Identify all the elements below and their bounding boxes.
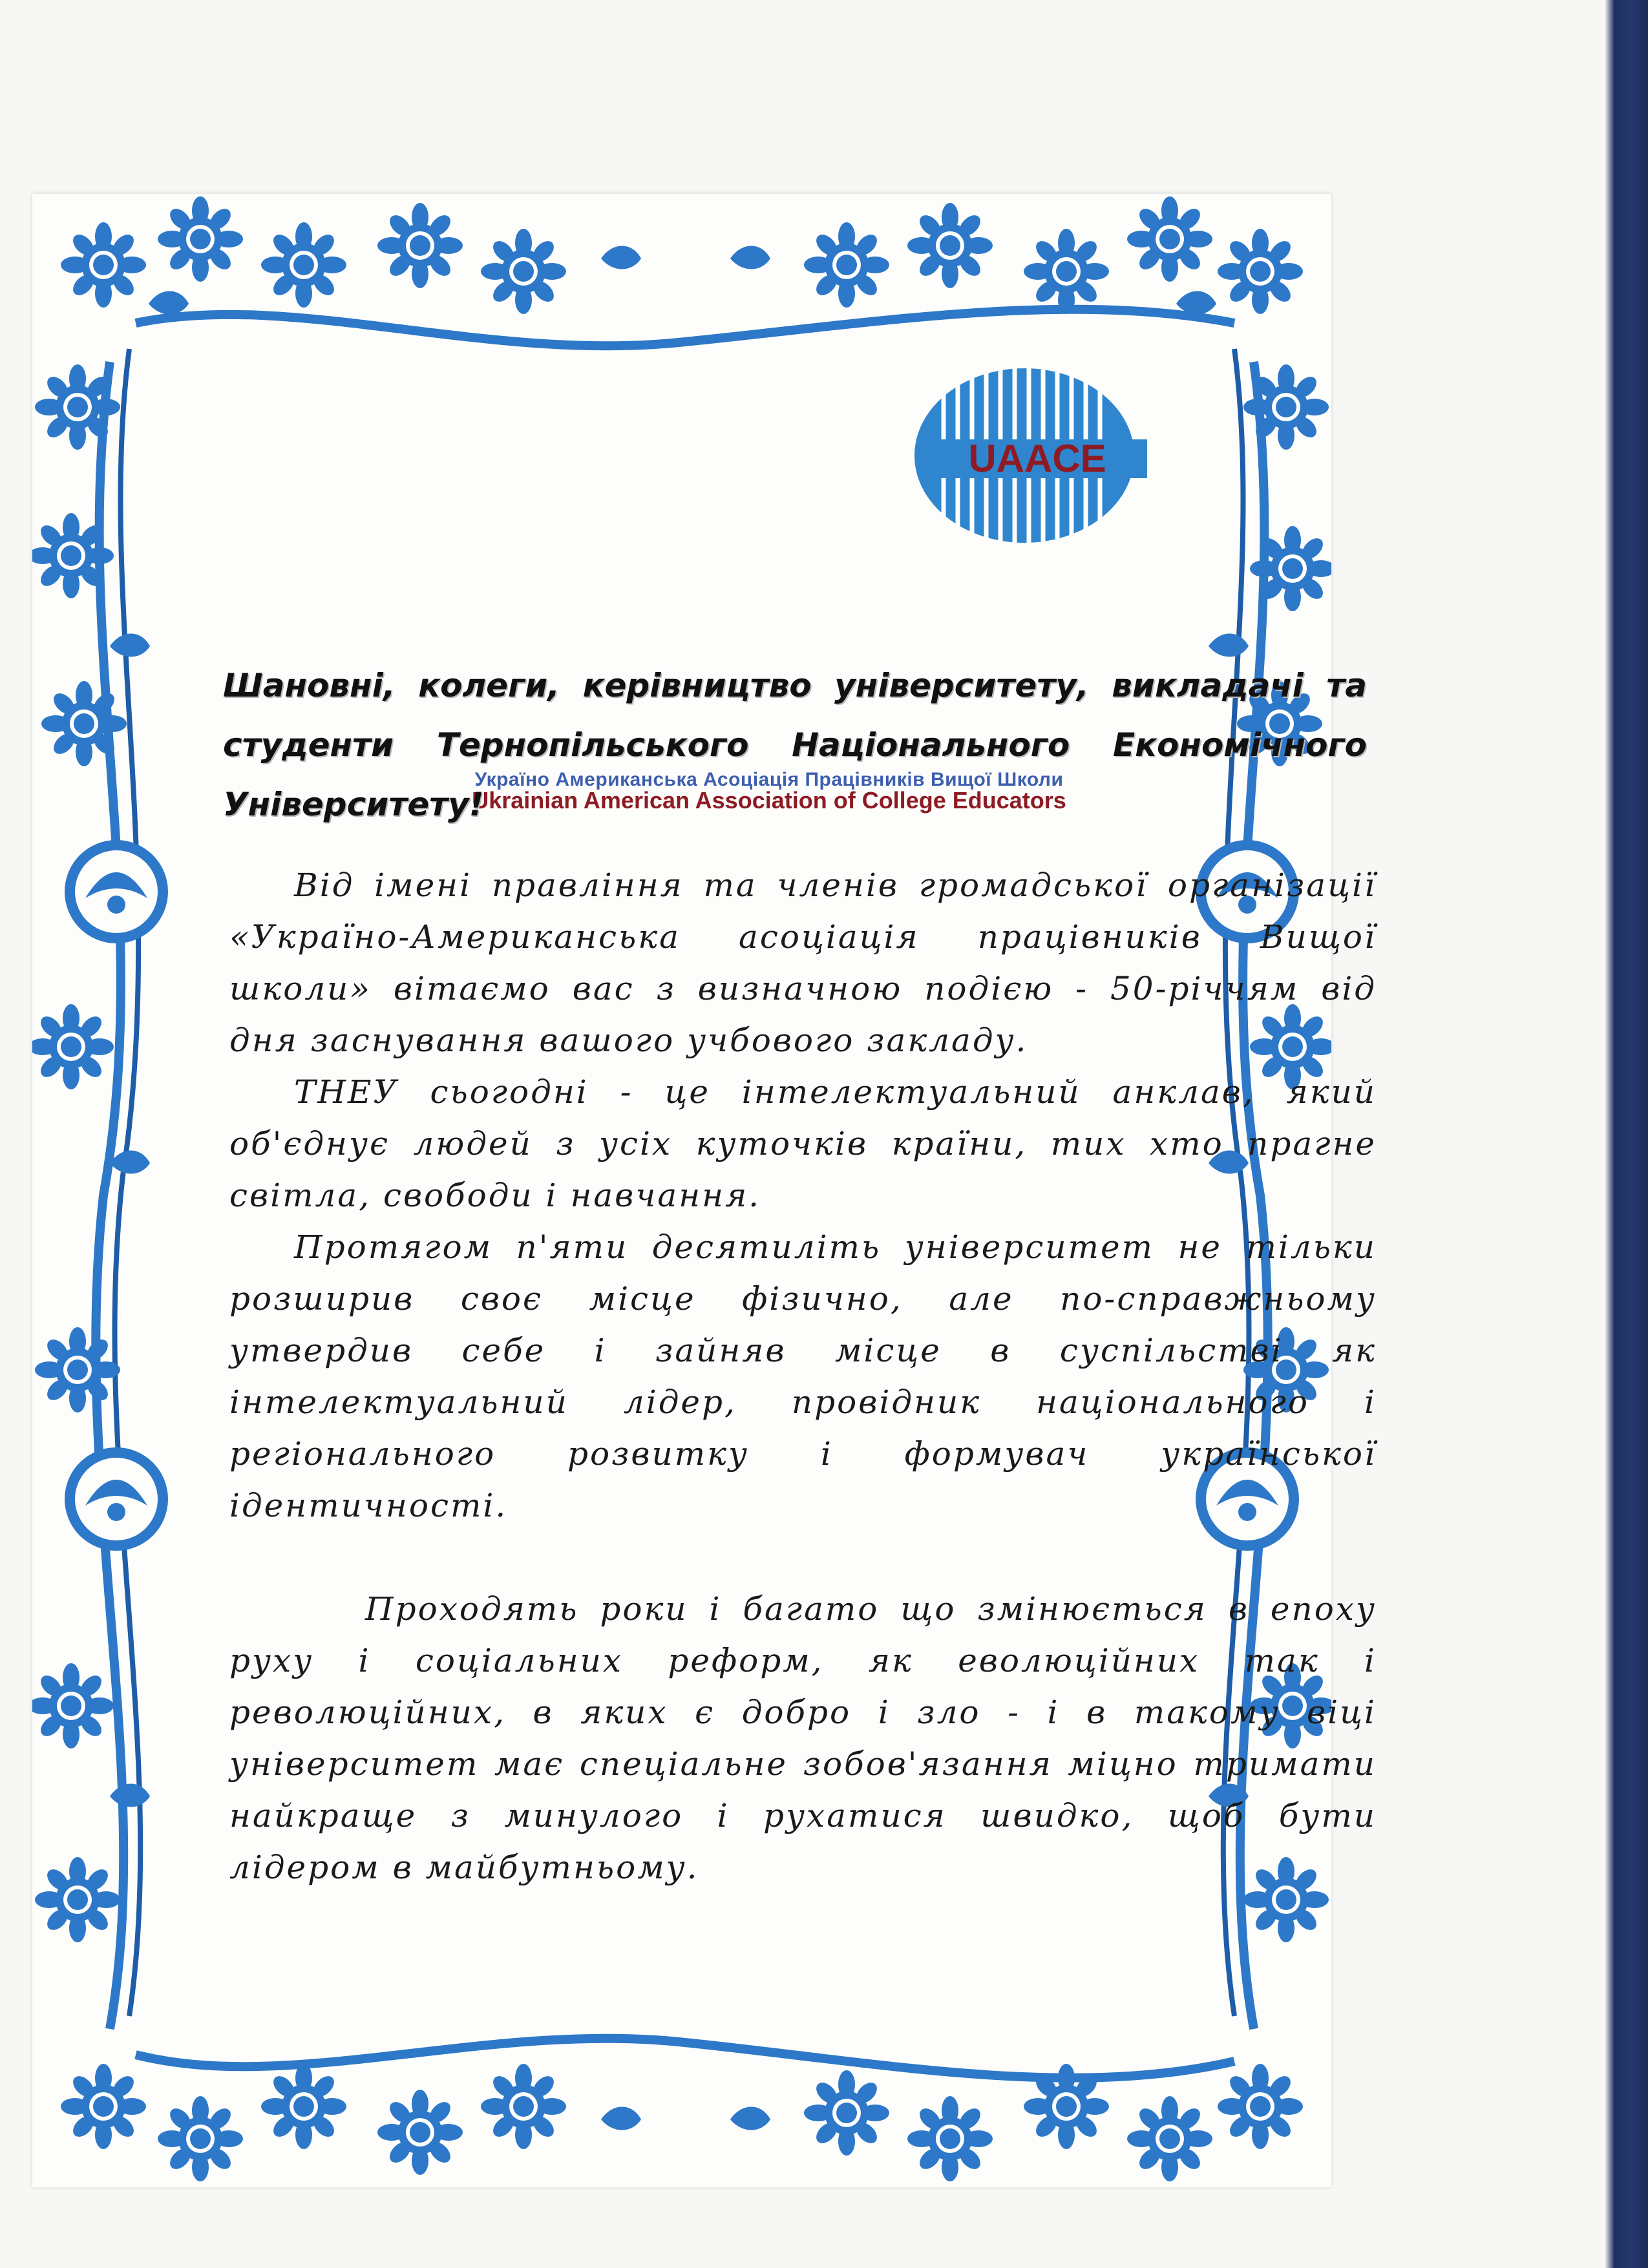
paragraph-tneu-today: ТНЕУ сьогодні - це інтелектуальний анклав, який об'єднує людей з усіх куточків країни, тих хто прагне світла, свободи і навчання. [229,1073,1377,1214]
paragraph-years-pass: Проходять роки і багато що змінюється в епоху руху і соціальних реформ, як еволюційних так і революційних, в яких є добро і зло - і в такому віці університет має спеціальне зобов'язання міцно тримати найкраще з минулого і рухатися швидко, щоб бути лідером в майбутньому. [229,1590,1377,1886]
paragraph-five-decades: Протягом п'яти десятиліть університет не тільки розширив своє місце фізично, але по-справжньому утвердив себе і зайняв місце в суспільстві як інтелектуальний лідер, провідник національного і регіонального розвитку і формувач української ідентичності. [229,1228,1377,1524]
logo-acronym: UAACE [968,437,1106,480]
greeting-heading: Шановні, колеги, керівництво університету, викладачі та студенти Тернопільського Національного Економічного Університету! [223,667,1367,823]
letter-body [229,859,1377,1893]
folder-binding [1605,0,1648,2268]
paragraph-congratulation: Від імені правління та членів громадської організації «Україно-Американська асоціація працівників Вищої школи» вітаємо вас з визначною подією - 50-річчям від дня заснування вашого учбового закладу. [229,866,1377,1059]
logo-name-en: Ukrainian American Association of College Educators [472,787,1066,814]
logo-name-ua: Україно Американська Асоціація Працівників Вищої Школи [474,769,1064,790]
